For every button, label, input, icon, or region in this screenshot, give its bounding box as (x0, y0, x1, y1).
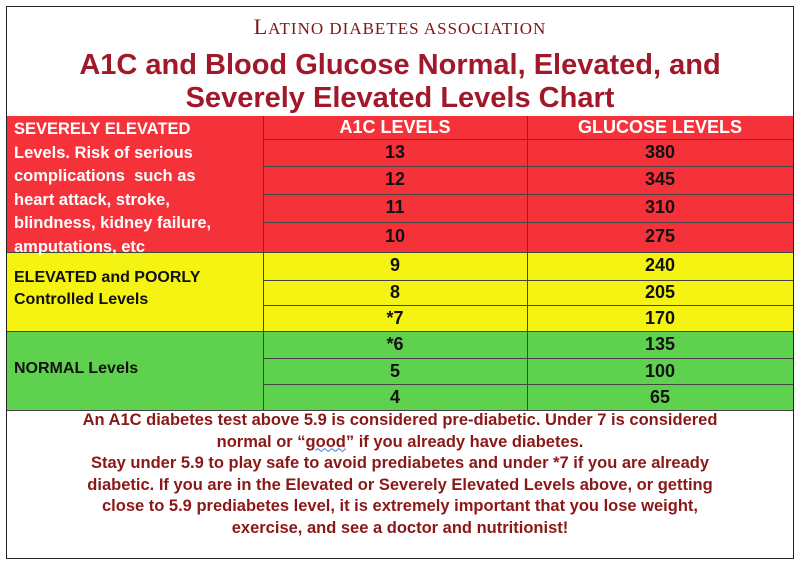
note-text: normal or “ (216, 432, 306, 451)
severe-label-line: amputations, etc (14, 237, 146, 256)
note-line: diabetic. If you are in the Elevated or Severely Elevated Levels above, or getting (87, 475, 713, 494)
elevated-label-line: Controlled Levels (14, 291, 149, 308)
severe-label-line: blindness, kidney failure, (14, 214, 212, 232)
a1c-value: 11 (385, 197, 405, 217)
severe-label-line: heart attack, stroke, (14, 190, 170, 209)
note-text: ” if you already have diabetes. (345, 432, 584, 451)
a1c-value: 5 (389, 361, 400, 381)
note-line (7, 432, 793, 454)
chart-title-line-2: Severely Elevated Levels Chart (185, 82, 615, 114)
elevated-label (14, 267, 254, 311)
band-divider (7, 331, 793, 332)
note-line: exercise, and see a doctor and nutritionist! (231, 518, 569, 537)
organization-name: LATINO DIABETES ASSOCIATION (253, 14, 547, 39)
glucose-value: 65 (649, 387, 671, 407)
glucose-value: 275 (644, 226, 676, 246)
glucose-value: 100 (644, 361, 676, 381)
a1c-column-header: A1C LEVELS (339, 117, 451, 137)
a1c-value: 8 (389, 282, 400, 302)
a1c-value: 12 (384, 169, 406, 189)
severely-elevated-label (14, 118, 254, 259)
severe-label-line: complications such as (14, 167, 196, 185)
row-divider (263, 222, 793, 223)
row-divider (263, 384, 793, 385)
a1c-value: 10 (384, 226, 406, 246)
glucose-value: 380 (644, 142, 676, 162)
row-divider (263, 166, 793, 167)
glucose-value: 205 (644, 282, 676, 302)
glucose-value: 310 (644, 197, 676, 217)
a1c-value: 9 (389, 255, 400, 275)
a1c-value: 13 (384, 142, 406, 162)
a1c-value: *6 (386, 334, 404, 354)
a1c-value: *7 (386, 308, 404, 328)
glucose-value: 345 (644, 169, 676, 189)
glucose-value: 135 (644, 334, 676, 354)
chart-title-line-1: A1C and Blood Glucose Normal, Elevated, and (79, 49, 721, 81)
note-line: An A1C diabetes test above 5.9 is considered pre-diabetic. Under 7 is considered (82, 411, 718, 429)
severe-label-line: Levels. Risk of serious (14, 143, 193, 162)
explanatory-notes (7, 410, 793, 559)
normal-label-line: NORMAL Levels (14, 360, 139, 377)
row-divider (263, 305, 793, 306)
row-divider (263, 280, 793, 281)
glucose-column-header: GLUCOSE LEVELS (577, 117, 743, 137)
normal-label (14, 358, 254, 380)
severe-label-line: SEVERELY ELEVATED (14, 120, 191, 138)
row-divider (263, 194, 793, 195)
note-line: Stay under 5.9 to play safe to avoid prediabetes and under *7 if you are already (90, 454, 710, 472)
a1c-value: 4 (389, 387, 400, 407)
note-line: close to 5.9 prediabetes level, it is extremely important that you lose weight, (101, 497, 698, 515)
row-divider (263, 139, 793, 140)
glucose-value: 170 (644, 308, 676, 328)
elevated-label-line: ELEVATED and POORLY (14, 269, 201, 286)
row-divider (263, 358, 793, 359)
note-text-spellcheck: good (305, 432, 346, 451)
glucose-value: 240 (644, 255, 676, 275)
